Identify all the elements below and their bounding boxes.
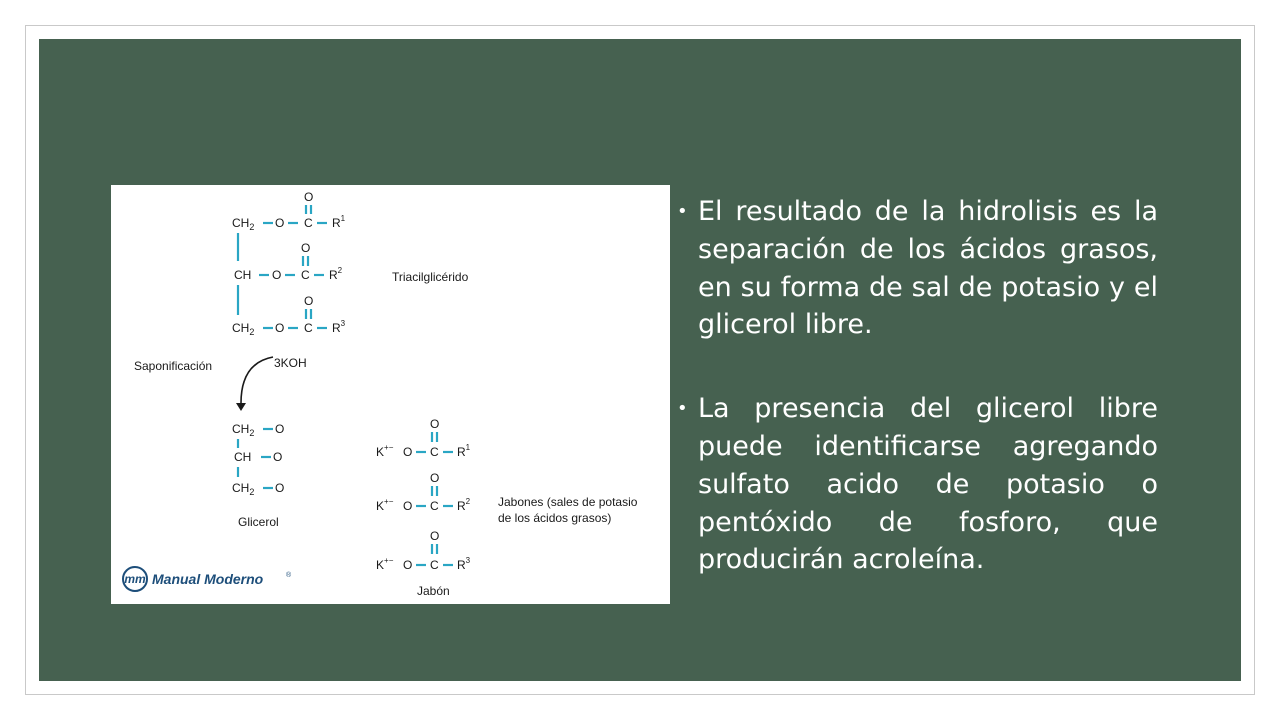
svg-text:O: O — [430, 529, 440, 543]
soap-row-1 — [376, 417, 471, 459]
bullet-text: El resultado de la hidrolisis es la separación de los ácidos grasos, en su forma de sal de potasio y el glicerol libre. — [698, 196, 1158, 341]
svg-text:R1: $R^1$ — [332, 214, 346, 230]
manual-moderno-logo — [123, 567, 292, 591]
svg-text:C: C — [430, 445, 439, 459]
bullet-glycerol-detection — [677, 390, 1158, 579]
glycerol-label: Glicerol — [238, 515, 279, 529]
svg-text:O: O — [403, 445, 413, 459]
svg-text:K+−: K+− — [376, 497, 394, 513]
svg-text:R2: $R^2$ — [329, 266, 343, 282]
bullet-dot: • — [677, 398, 688, 420]
bullet-hydrolysis-result — [677, 193, 1158, 344]
svg-text:O: O — [304, 190, 314, 204]
svg-text:CH2: $CH_2$ — [232, 481, 255, 497]
soap-row-2 — [376, 471, 471, 513]
svg-text:®: ® — [286, 572, 292, 579]
svg-text:O: O — [403, 558, 413, 572]
svg-text:R3: $R^3$ — [457, 556, 471, 572]
svg-text:K+−: K+− — [376, 443, 394, 459]
svg-text:K+−: K+− — [376, 556, 394, 572]
bullet-list — [677, 193, 1158, 579]
svg-text:O: O — [275, 422, 285, 436]
svg-text:O: O — [275, 216, 285, 230]
svg-text:C: C — [430, 499, 439, 513]
svg-text:CH: CH — [234, 268, 252, 282]
soap-label: Jabón — [417, 584, 450, 598]
bullet-text: La presencia del glicerol libre puede identificarse agregando sulfato acido de potasio o pentóxido de fosforo, que producirán acroleína. — [698, 393, 1158, 576]
triacylglyceride-row-3 — [232, 294, 346, 337]
soap-row-3 — [376, 529, 471, 572]
triacylglyceride-row-2 — [234, 241, 343, 282]
bullet-dot: • — [677, 201, 688, 222]
triacylglyceride-row-1 — [232, 190, 346, 232]
svg-text:R1: $R^1$ — [457, 443, 471, 459]
reaction-arrow — [134, 356, 307, 411]
svg-text:CH2: $CH_2$ — [232, 216, 255, 232]
svg-text:O: O — [304, 294, 314, 308]
soap-side-label-line2: de los ácidos grasos) — [498, 511, 612, 525]
svg-text:O: O — [275, 481, 285, 495]
saponification-label: Saponificación — [134, 359, 213, 373]
svg-text:Manual Moderno: Manual Moderno — [152, 571, 264, 587]
soap-structure — [376, 417, 638, 598]
svg-text:CH2: $CH_2$ — [232, 422, 255, 438]
svg-text:O: O — [275, 321, 285, 335]
svg-text:O: O — [430, 471, 440, 485]
glycerol-structure — [232, 422, 284, 529]
triacylglyceride-label: Triacilglicérido — [392, 270, 469, 284]
svg-text:C: C — [304, 216, 313, 230]
svg-text:C: C — [304, 321, 313, 335]
svg-text:CH2: $CH_2$ — [232, 321, 255, 337]
svg-text:O: O — [272, 268, 282, 282]
triacylglyceride-structure — [232, 190, 469, 337]
svg-text:C: C — [301, 268, 310, 282]
svg-text:C: C — [430, 558, 439, 572]
reagent-label: 3KOH — [274, 356, 307, 370]
soap-side-label-line1: Jabones (sales de potasio — [498, 495, 638, 509]
svg-text:R2: $R^2$ — [457, 497, 471, 513]
svg-text:O: O — [273, 450, 283, 464]
svg-text:R3: $R^3$ — [332, 319, 346, 335]
svg-text:O: O — [430, 417, 440, 431]
saponification-figure — [111, 185, 670, 604]
svg-text:O: O — [403, 499, 413, 513]
svg-text:mm: mm — [124, 572, 146, 586]
svg-text:CH: CH — [234, 450, 252, 464]
svg-text:O: O — [301, 241, 311, 255]
